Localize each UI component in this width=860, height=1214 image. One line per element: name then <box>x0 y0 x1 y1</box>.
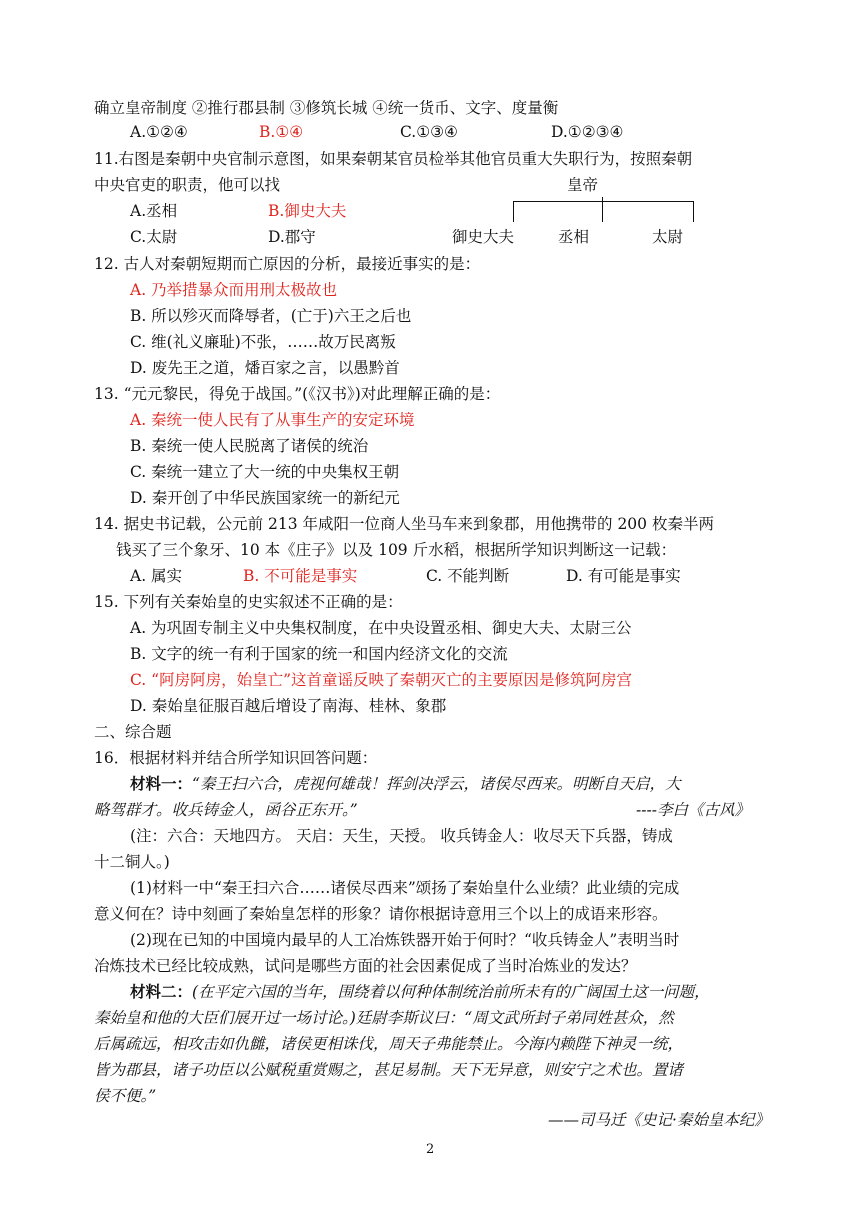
q10-option-a: A.①②④ <box>130 123 188 141</box>
material-1-line2: 略驾群才。收兵铸金人，函谷正东开。” <box>94 801 358 819</box>
material-1-text-1: “秦王扫六合，虎视何雄哉！挥剑决浮云，诸侯尽西来。明断自天启，大 <box>192 775 681 793</box>
q11-stem-line2: 中央官吏的职责，他可以找 <box>94 176 281 194</box>
material-2-line1 <box>130 981 710 1003</box>
q14-stem-line2: 钱买了三个象牙、10 本《庄子》以及 109 斤水稻，根据所学知识判断这一记载： <box>116 541 677 559</box>
material-2-line3: 后属疏远，相攻击如仇雠，诸侯更相诛伐，周天子弗能禁止。今海内赖陛下神灵一统， <box>94 1035 684 1053</box>
q16-stem: 16．根据材料并结合所学知识回答问题： <box>94 749 378 767</box>
org-chart-branch-line <box>513 201 694 202</box>
org-chart-right-drop <box>693 201 694 222</box>
material-1-line1 <box>130 773 680 795</box>
material-2-line5: 侯不便。” <box>94 1087 157 1105</box>
q12-option-b: B. 所以殄灭而降辱者，(亡于)六王之后也 <box>130 307 412 325</box>
material-2-source: ——司马迁《史记·秦始皇本纪》 <box>548 1111 770 1129</box>
org-chart-chancellor: 丞相 <box>558 228 590 246</box>
note-line1: (注：六合：天地四方。 天启：天生，天授。 收兵铸金人：收尽天下兵器，铸成 <box>130 827 673 845</box>
section-heading: 二、综合题 <box>94 723 172 741</box>
q12-option-c: C. 维(礼义廉耻)不张，……故万民离叛 <box>130 333 396 351</box>
material-2-line2: 秦始皇和他的大臣们展开过一场讨论。)廷尉李斯议曰：“周文武所封子弟同姓甚众，然 <box>94 1009 674 1027</box>
subquestion-1-line1: (1)材料一中“秦王扫六合……诸侯尽西来”颂扬了秦始皇什么业绩？此业绩的完成 <box>130 879 680 897</box>
q14-stem-line1: 14. 据史书记载，公元前 213 年咸阳一位商人坐马车来到象郡，用他携带的 200 枚秦半两 <box>94 515 714 533</box>
q10-stem: 确立皇帝制度 ②推行郡县制 ③修筑长城 ④统一货币、文字、度量衡 <box>94 99 559 117</box>
material-2-label: 材料二： <box>130 982 193 1001</box>
subquestion-2-line2: 冶炼技术已经比较成熟，试问是哪些方面的社会因素促成了当时冶炼业的发达？ <box>94 957 637 975</box>
q15-option-a: A. 为巩固专制主义中央集权制度，在中央设置丞相、御史大夫、太尉三公 <box>130 619 632 637</box>
org-chart-commander: 太尉 <box>652 228 684 246</box>
org-chart-censor: 御史大夫 <box>452 228 515 246</box>
q13-option-c: C. 秦统一建立了大一统的中央集权王朝 <box>130 463 400 481</box>
page-number: 2 <box>426 1142 435 1157</box>
material-1-label: 材料一： <box>130 774 193 793</box>
q10-option-d: D.①②③④ <box>551 123 624 141</box>
material-1-source: ----李白《古风》 <box>636 801 750 819</box>
q13-option-d: D. 秦开创了中华民族国家统一的新纪元 <box>130 489 400 507</box>
q15-option-d: D. 秦始皇征服百越后增设了南海、桂林、象郡 <box>130 697 447 715</box>
q14-option-d: D. 有可能是事实 <box>566 567 681 585</box>
q10-option-c: C.①③④ <box>400 123 458 141</box>
q14-option-c: C. 不能判断 <box>426 567 510 585</box>
q15-option-b: B. 文字的统一有利于国家的统一和国内经济文化的交流 <box>130 645 508 663</box>
q11-option-d: D.郡守 <box>268 228 316 246</box>
subquestion-2-line1: (2)现在已知的中国境内最早的人工冶炼铁器开始于何时？“收兵铸金人”表明当时 <box>130 931 680 949</box>
q11-option-a: A.丞相 <box>130 202 178 220</box>
q12-option-a: A. 乃举措暴众而用刑太极故也 <box>130 281 338 299</box>
q11-option-c: C.太尉 <box>130 228 178 246</box>
org-chart-emperor: 皇帝 <box>567 176 599 194</box>
q12-option-d: D. 废先王之道，燔百家之言，以愚黔首 <box>130 359 400 377</box>
q14-option-a: A. 属实 <box>130 567 183 585</box>
q13-option-a: A. 秦统一使人民有了从事生产的安定环境 <box>130 411 415 429</box>
q10-option-b: B.①④ <box>259 123 304 141</box>
q15-stem: 15. 下列有关秦始皇的史实叙述不正确的是： <box>94 593 403 611</box>
subquestion-1-line2: 意义何在？诗中刻画了秦始皇怎样的形象？请你根据诗意用三个以上的成语来形容。 <box>94 905 668 923</box>
q14-option-b: B. 不可能是事实 <box>243 567 358 585</box>
q13-stem: 13. “元元黎民，得免于战国。”(《汉书》)对此理解正确的是： <box>94 385 501 403</box>
q12-stem: 12. 古人对秦朝短期而亡原因的分析，最接近事实的是： <box>94 255 481 273</box>
q15-option-c: C. “阿房阿房，始皇亡”这首童谣反映了秦朝灭亡的主要原因是修筑阿房宫 <box>130 671 633 689</box>
q11-option-b: B.御史大夫 <box>268 202 347 220</box>
note-line2: 十二铜人。) <box>94 853 170 871</box>
q13-option-b: B. 秦统一使人民脱离了诸侯的统治 <box>130 437 369 455</box>
material-2-line4: 皆为郡县，诸子功臣以公赋税重赏赐之，甚足易制。天下无异意，则安宁之术也。置诸 <box>94 1061 684 1079</box>
org-chart-left-drop <box>513 201 514 222</box>
material-2-text-1: (在平定六国的当年，围绕着以何种体制统治前所未有的广阔国土这一问题， <box>192 983 710 1001</box>
q11-stem-line1: 11.右图是秦朝中央官制示意图，如果秦朝某官员检举其他官员重大失职行为，按照秦朝 <box>94 150 693 168</box>
